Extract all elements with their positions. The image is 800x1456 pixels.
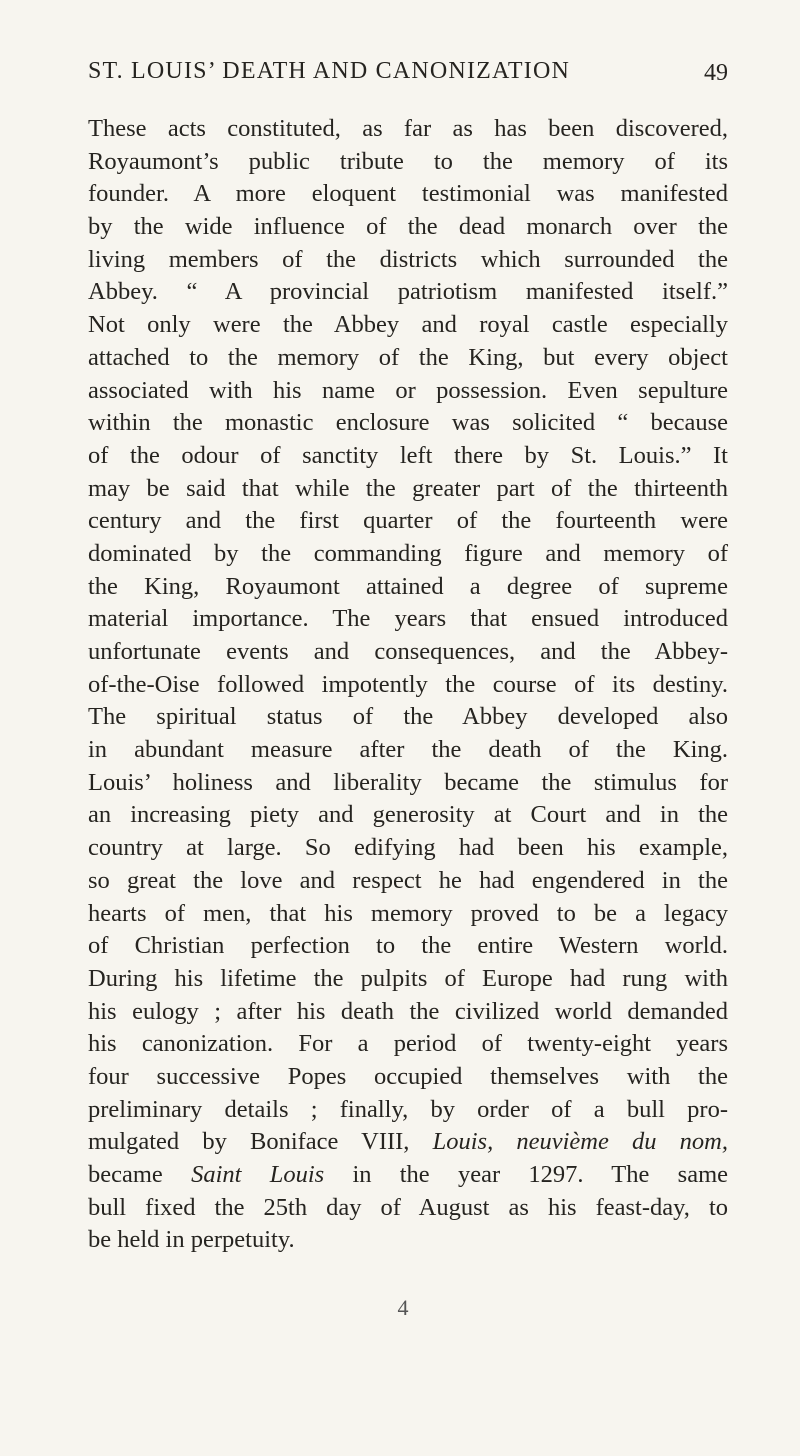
text-line: his canonization. For a period of twenty-eight years <box>88 1030 728 1058</box>
text-line: his eulogy ; after his death the civilized world demanded <box>88 997 728 1025</box>
text-line: Royaumont’s public tribute to the memory of its <box>88 147 728 175</box>
text-line: Louis’ holiness and liberality became the stimulus for <box>88 768 728 796</box>
text-line: associated with his name or possession. Even sepulture <box>88 376 728 404</box>
body-paragraph <box>88 113 728 1257</box>
text-line: so great the love and respect he had engendered in the <box>88 866 728 894</box>
running-head <box>88 58 728 98</box>
text-line: unfortunate events and consequences, and the Abbey- <box>88 638 728 665</box>
running-title: ST. LOUIS’ DEATH AND CANONIZATION <box>88 58 571 84</box>
text-line: in abundant measure after the death of the King. <box>88 736 728 764</box>
text-line: attached to the memory of the King, but every object <box>88 343 728 371</box>
text-line: Not only were the Abbey and royal castle especially <box>88 311 728 339</box>
line-text: mulgated by Boniface VIII, <box>88 1128 410 1156</box>
text-line: an increasing piety and generosity at Court and in the <box>88 801 728 829</box>
text-line: four successive Popes occupied themselves with the <box>88 1062 728 1090</box>
text-line: of Christian perfection to the entire Western world. <box>88 932 728 960</box>
text-line: preliminary details ; finally, by order of a bull pro- <box>88 1095 728 1123</box>
folio-mark: 4 <box>397 1295 409 1320</box>
text-line: be held in perpetuity. <box>88 1226 295 1254</box>
text-line: living members of the districts which surrounded the <box>88 245 728 273</box>
text-line: Abbey. “ A provincial patriotism manifested itself.” <box>88 278 728 306</box>
text-line <box>88 1159 728 1192</box>
text-line: dominated by the commanding figure and memory of <box>88 539 728 567</box>
text-line: hearts of men, that his memory proved to be a legacy <box>88 899 728 927</box>
text-line: bull fixed the 25th day of August as his feast-day, to <box>88 1193 728 1221</box>
text-line: country at large. So edifying had been his example, <box>88 834 728 862</box>
text-line: within the monastic enclosure was solicited “ because <box>88 409 728 437</box>
line-text: in the year 1297. The same <box>352 1161 728 1188</box>
page-number: 49 <box>704 60 728 86</box>
text-line: of the odour of sanctity left there by St. Louis.” It <box>88 441 728 469</box>
text-line: may be said that while the greater part of the thirteenth <box>88 474 728 502</box>
text-line: of-the-Oise followed impotently the course of its destiny. <box>88 670 728 698</box>
text-line: by the wide influence of the dead monarch over the <box>88 213 728 241</box>
text-line: founder. A more eloquent testimonial was manifested <box>88 180 728 208</box>
text-line: These acts constituted, as far as has been discovered, <box>88 115 728 142</box>
text-line: the King, Royaumont attained a degree of supreme <box>88 572 728 600</box>
text-line: The spiritual status of the Abbey developed also <box>88 703 728 731</box>
text-line: During his lifetime the pulpits of Europe had rung with <box>88 964 728 992</box>
line-text: became <box>88 1161 163 1188</box>
italic-text: Louis, neuvième du nom, <box>432 1128 728 1156</box>
text-line: material importance. The years that ensued introduced <box>88 605 728 633</box>
text-line <box>88 1126 728 1159</box>
italic-text: Saint Louis <box>191 1161 325 1188</box>
text-line: century and the first quarter of the fourteenth were <box>88 507 728 535</box>
